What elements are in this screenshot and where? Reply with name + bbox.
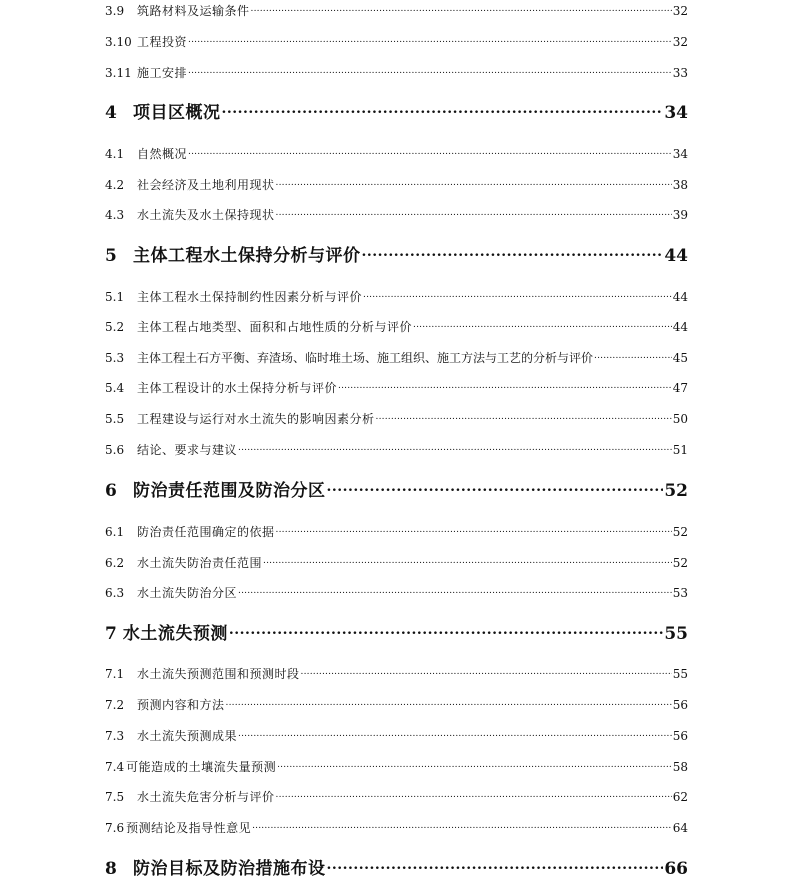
toc-entry-5-1[interactable] bbox=[105, 289, 688, 305]
toc-section-number: 4 bbox=[105, 103, 117, 123]
dot-leader bbox=[222, 101, 664, 118]
toc-entry-number: 4.3 bbox=[105, 208, 125, 222]
toc-entry-7-2[interactable] bbox=[105, 697, 688, 713]
toc-section-number: 7 bbox=[105, 624, 117, 644]
toc-section-7[interactable] bbox=[105, 622, 688, 644]
toc-entry-page: 55 bbox=[672, 667, 688, 681]
toc-entry-title: 工程投资 bbox=[137, 35, 188, 49]
toc-entry-3-10[interactable] bbox=[105, 34, 688, 50]
toc-entry-page: 47 bbox=[672, 381, 688, 395]
toc-entry-number: 4.2 bbox=[105, 178, 125, 192]
toc-entry-title: 防治责任范围确定的依据 bbox=[137, 525, 275, 539]
toc-entry-title: 水土流失预测范围和预测时段 bbox=[137, 667, 300, 681]
toc-entry-4-2[interactable] bbox=[105, 177, 688, 193]
toc-entry-number: 5.4 bbox=[105, 381, 125, 395]
dot-leader bbox=[363, 289, 672, 301]
toc-section-page: 66 bbox=[664, 859, 688, 879]
toc-entry-page: 50 bbox=[672, 412, 688, 426]
toc-entry-title: 水土流失危害分析与评价 bbox=[137, 790, 275, 804]
toc-entry-number: 3.11 bbox=[105, 66, 132, 80]
dot-leader bbox=[594, 350, 672, 362]
toc-section-8[interactable] bbox=[105, 857, 688, 879]
toc-section-title: 防治目标及防治措施布设 bbox=[133, 859, 326, 879]
toc-entry-page: 33 bbox=[672, 66, 688, 80]
toc-entry-title: 自然概况 bbox=[137, 147, 188, 161]
toc-entry-number: 4.1 bbox=[105, 147, 125, 161]
toc-entry-title: 水土流失预测成果 bbox=[137, 729, 238, 743]
toc-entry-4-3[interactable] bbox=[105, 207, 688, 223]
toc-entry-number: 7.2 bbox=[105, 698, 125, 712]
dot-leader bbox=[188, 146, 672, 158]
toc-entry-5-2[interactable] bbox=[105, 319, 688, 335]
toc-section-title: 项目区概况 bbox=[133, 103, 221, 123]
toc-section-title: 主体工程水土保持分析与评价 bbox=[133, 246, 361, 266]
dot-leader bbox=[251, 3, 672, 15]
toc-entry-5-5[interactable] bbox=[105, 411, 688, 427]
toc-entry-title: 社会经济及土地利用现状 bbox=[137, 178, 275, 192]
toc-entry-title: 水土流失防治责任范围 bbox=[137, 556, 263, 570]
toc-entry-6-2[interactable] bbox=[105, 555, 688, 571]
toc-entry-number: 5.1 bbox=[105, 290, 125, 304]
toc-entry-number: 6.3 bbox=[105, 586, 125, 600]
toc-entry-page: 38 bbox=[672, 178, 688, 192]
toc-entry-page: 45 bbox=[672, 351, 688, 365]
toc-entry-number: 5.5 bbox=[105, 412, 125, 426]
toc-entry-title: 预测内容和方法 bbox=[137, 698, 225, 712]
dot-leader bbox=[327, 857, 664, 874]
toc-entry-7-5[interactable] bbox=[105, 789, 688, 805]
toc-entry-3-11[interactable] bbox=[105, 65, 688, 81]
toc-section-4[interactable] bbox=[105, 101, 688, 123]
toc-entry-7-1[interactable] bbox=[105, 666, 688, 682]
toc-entry-title: 水土流失及水土保持现状 bbox=[137, 208, 275, 222]
dot-leader bbox=[338, 380, 672, 392]
dot-leader bbox=[238, 585, 672, 597]
toc-entry-6-3[interactable] bbox=[105, 585, 688, 601]
toc-entry-number: 5.3 bbox=[105, 351, 125, 365]
dot-leader bbox=[263, 555, 672, 567]
dot-leader bbox=[238, 728, 672, 740]
toc-entry-5-3[interactable] bbox=[105, 350, 688, 366]
dot-leader bbox=[376, 411, 672, 423]
toc-entry-page: 62 bbox=[672, 790, 688, 804]
toc-section-6[interactable] bbox=[105, 479, 688, 501]
toc-entry-title: 主体工程占地类型、面积和占地性质的分析与评价 bbox=[137, 320, 413, 334]
toc-entry-page: 32 bbox=[672, 4, 688, 18]
toc-entry-page: 44 bbox=[672, 290, 688, 304]
toc-entry-number: 7.1 bbox=[105, 667, 125, 681]
dot-leader bbox=[277, 759, 672, 771]
toc-entry-page: 52 bbox=[672, 556, 688, 570]
toc-entry-number: 3.9 bbox=[105, 4, 125, 18]
toc-entry-number: 6.2 bbox=[105, 556, 125, 570]
dot-leader bbox=[327, 479, 664, 496]
toc-entry-page: 44 bbox=[672, 320, 688, 334]
toc-entry-5-4[interactable] bbox=[105, 380, 688, 396]
toc-section-title: 防治责任范围及防治分区 bbox=[133, 481, 326, 501]
dot-leader bbox=[188, 65, 672, 77]
toc-entry-number: 7.6 bbox=[105, 821, 125, 835]
dot-leader bbox=[276, 177, 672, 189]
toc-section-number: 5 bbox=[105, 246, 117, 266]
dot-leader bbox=[188, 34, 672, 46]
toc-entry-page: 64 bbox=[672, 821, 688, 835]
toc-section-page: 44 bbox=[664, 246, 688, 266]
toc-entry-number: 5.6 bbox=[105, 443, 125, 457]
toc-entry-title: 主体工程设计的水土保持分析与评价 bbox=[137, 381, 338, 395]
toc-entry-title: 水土流失防治分区 bbox=[137, 586, 238, 600]
toc-entry-number: 5.2 bbox=[105, 320, 125, 334]
toc-entry-number: 7.5 bbox=[105, 790, 125, 804]
toc-entry-title: 主体工程土石方平衡、弃渣场、临时堆土场、施工组织、施工方法与工艺的分析与评价 bbox=[137, 351, 594, 365]
toc-entry-7-6[interactable] bbox=[105, 820, 688, 836]
toc-entry-title: 工程建设与运行对水土流失的影响因素分析 bbox=[137, 412, 375, 426]
toc-entry-title: 预测结论及指导性意见 bbox=[126, 821, 252, 835]
toc-entry-7-3[interactable] bbox=[105, 728, 688, 744]
toc-entry-page: 58 bbox=[672, 760, 688, 774]
toc-entry-page: 39 bbox=[672, 208, 688, 222]
toc-entry-page: 52 bbox=[672, 525, 688, 539]
toc-section-page: 55 bbox=[664, 624, 688, 644]
dot-leader bbox=[276, 789, 672, 801]
toc-entry-number: 3.10 bbox=[105, 35, 132, 49]
toc-entry-6-1[interactable] bbox=[105, 524, 688, 540]
toc-entry-7-4[interactable] bbox=[105, 759, 688, 775]
dot-leader bbox=[413, 319, 672, 331]
toc-entry-page: 51 bbox=[672, 443, 688, 457]
dot-leader bbox=[276, 207, 672, 219]
toc-entry-title: 施工安排 bbox=[137, 66, 188, 80]
dot-leader bbox=[301, 666, 672, 678]
toc-entry-number: 7.4 bbox=[105, 760, 125, 774]
dot-leader bbox=[226, 697, 672, 709]
dot-leader bbox=[362, 244, 664, 261]
dot-leader bbox=[252, 820, 672, 832]
dot-leader bbox=[238, 442, 672, 454]
toc-entry-5-6[interactable] bbox=[105, 442, 688, 458]
toc-entry-page: 53 bbox=[672, 586, 688, 600]
toc-entry-page: 56 bbox=[672, 698, 688, 712]
toc-entry-title: 结论、要求与建议 bbox=[137, 443, 238, 457]
toc-entry-page: 34 bbox=[672, 147, 688, 161]
toc-entry-page: 32 bbox=[672, 35, 688, 49]
toc-section-number: 8 bbox=[105, 859, 117, 879]
dot-leader bbox=[229, 622, 663, 639]
toc-section-title: 水土流失预测 bbox=[122, 624, 228, 644]
toc-entry-title: 筑路材料及运输条件 bbox=[137, 4, 250, 18]
toc-entry-number: 7.3 bbox=[105, 729, 125, 743]
toc-entry-title: 可能造成的土壤流失量预测 bbox=[126, 760, 277, 774]
toc-section-5[interactable] bbox=[105, 244, 688, 266]
toc-section-number: 6 bbox=[105, 481, 117, 501]
toc-entry-title: 主体工程水土保持制约性因素分析与评价 bbox=[137, 290, 363, 304]
toc-entry-4-1[interactable] bbox=[105, 146, 688, 162]
toc-section-page: 52 bbox=[664, 481, 688, 501]
dot-leader bbox=[276, 524, 672, 536]
toc-entry-3-9[interactable] bbox=[105, 3, 688, 19]
toc-entry-number: 6.1 bbox=[105, 525, 125, 539]
toc-entry-page: 56 bbox=[672, 729, 688, 743]
toc-section-page: 34 bbox=[664, 103, 688, 123]
